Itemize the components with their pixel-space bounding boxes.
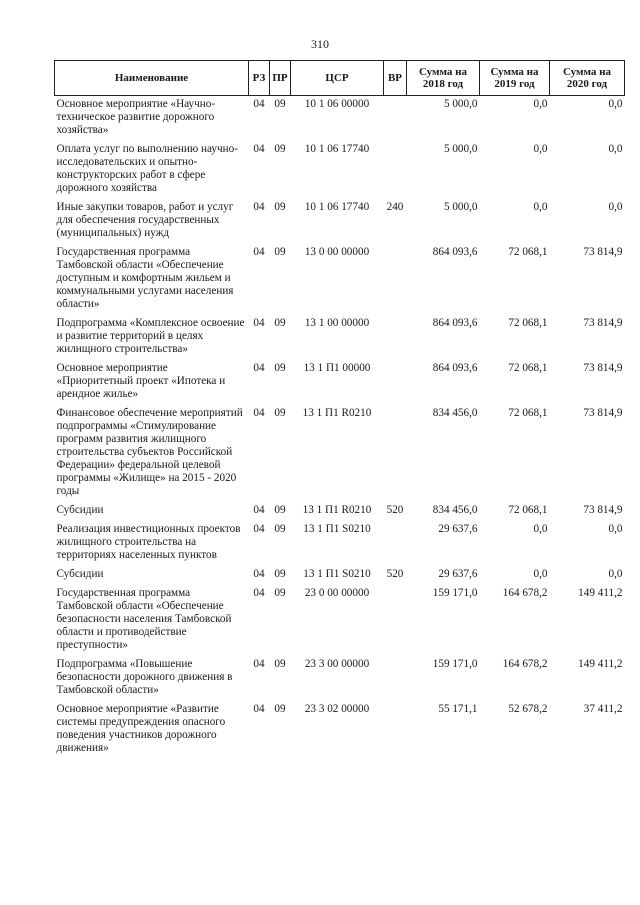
row-sum-2019: 72 068,1	[508, 362, 548, 374]
row-sum-2018: 5 000,0	[443, 201, 478, 213]
row-rz: 04	[253, 587, 265, 599]
row-csr: 13 1 П1 S0210	[303, 568, 371, 580]
row-csr: 23 3 02 00000	[304, 703, 370, 715]
row-sum-2020: 149 411,2	[578, 587, 623, 599]
row-name: Основное мероприятие «Развитие системы предупреждения опасного поведения участников дорожного движения»	[56, 703, 226, 754]
table-row	[55, 199, 625, 244]
row-pr: 09	[274, 143, 286, 155]
table-row	[55, 405, 625, 502]
row-sum-2019: 0,0	[533, 523, 548, 535]
table-row	[55, 141, 625, 199]
row-pr: 09	[274, 523, 286, 535]
row-sum-2018: 5 000,0	[443, 98, 478, 110]
row-name: Государственная программа Тамбовской области «Обеспечение безопасности населения Тамбовской области и противодействие преступности»	[56, 587, 232, 651]
row-sum-2020: 0,0	[608, 98, 623, 110]
row-sum-2019: 164 678,2	[502, 658, 548, 670]
row-sum-2019: 72 068,1	[508, 407, 548, 419]
row-sum-2018: 834 456,0	[432, 504, 478, 516]
budget-table	[54, 60, 625, 759]
row-rz: 04	[253, 201, 265, 213]
row-pr: 09	[274, 246, 286, 258]
row-sum-2018: 159 171,0	[432, 587, 478, 599]
row-csr: 10 1 06 00000	[304, 98, 370, 110]
table-row	[55, 701, 625, 759]
row-sum-2018: 864 093,6	[432, 362, 478, 374]
row-pr: 09	[274, 504, 286, 516]
row-vr	[384, 141, 407, 199]
row-sum-2020: 0,0	[608, 201, 623, 213]
column-header-rz: РЗ	[249, 61, 270, 96]
row-sum-2018: 29 637,6	[438, 568, 478, 580]
row-rz: 04	[253, 98, 265, 110]
row-pr: 09	[274, 98, 286, 110]
row-rz: 04	[253, 523, 265, 535]
table-header	[55, 61, 625, 96]
row-name: Основное мероприятие «Научно-техническое развитие дорожного хозяйства»	[56, 98, 216, 136]
row-name: Государственная программа Тамбовской области «Обеспечение доступным и комфортным жильем и коммунальными услугами населения области»	[56, 246, 234, 310]
table-row	[55, 566, 625, 585]
row-sum-2018: 834 456,0	[432, 407, 478, 419]
page-number: 310	[311, 37, 329, 51]
row-sum-2019: 0,0	[533, 201, 548, 213]
row-vr: 520	[386, 504, 404, 516]
row-vr	[384, 656, 407, 701]
row-sum-2019: 72 068,1	[508, 317, 548, 329]
row-vr	[384, 405, 407, 502]
row-rz: 04	[253, 143, 265, 155]
table-row	[55, 244, 625, 315]
column-header-sum-2020: Сумма на 2020 год	[550, 61, 625, 96]
row-sum-2020: 37 411,2	[583, 703, 623, 715]
table-row	[55, 360, 625, 405]
table-body	[55, 96, 625, 760]
row-pr: 09	[274, 587, 286, 599]
row-sum-2019: 0,0	[533, 568, 548, 580]
row-rz: 04	[253, 317, 265, 329]
table-row	[55, 96, 625, 142]
column-header-sum-2018: Сумма на 2018 год	[407, 61, 480, 96]
table-row	[55, 315, 625, 360]
table-row	[55, 502, 625, 521]
row-name: Оплата услуг по выполнению научно-исследовательских и опытно-конструкторских работ в сфере дорожного хозяйства	[56, 143, 238, 194]
row-pr: 09	[274, 568, 286, 580]
row-csr: 10 1 06 17740	[304, 143, 370, 155]
row-rz: 04	[253, 658, 265, 670]
row-sum-2018: 864 093,6	[432, 317, 478, 329]
column-header-csr: ЦСР	[291, 61, 384, 96]
row-sum-2019: 72 068,1	[508, 246, 548, 258]
row-sum-2019: 0,0	[533, 98, 548, 110]
row-vr	[384, 521, 407, 566]
row-pr: 09	[274, 317, 286, 329]
row-sum-2018: 864 093,6	[432, 246, 478, 258]
row-vr: 240	[386, 201, 404, 213]
row-sum-2020: 73 814,9	[583, 504, 623, 516]
row-sum-2019: 0,0	[533, 143, 548, 155]
row-csr: 10 1 06 17740	[304, 201, 370, 213]
row-sum-2020: 73 814,9	[583, 362, 623, 374]
table-row	[55, 585, 625, 656]
row-rz: 04	[253, 407, 265, 419]
row-name: Иные закупки товаров, работ и услуг для обеспечения государственных (муниципальных) нужд	[56, 201, 234, 239]
row-csr: 13 1 П1 R0210	[302, 504, 372, 516]
table-row	[55, 521, 625, 566]
row-sum-2019: 72 068,1	[508, 504, 548, 516]
row-rz: 04	[253, 246, 265, 258]
column-header-vr: ВР	[384, 61, 407, 96]
row-pr: 09	[274, 703, 286, 715]
row-sum-2020: 0,0	[608, 568, 623, 580]
row-sum-2018: 159 171,0	[432, 658, 478, 670]
row-name: Основное мероприятие «Приоритетный проект «Ипотека и арендное жилье»	[56, 362, 226, 400]
column-header-sum-2019: Сумма на 2019 год	[480, 61, 550, 96]
row-sum-2020: 149 411,2	[578, 658, 623, 670]
row-name: Субсидии	[56, 568, 104, 580]
row-vr	[384, 701, 407, 759]
row-rz: 04	[253, 703, 265, 715]
column-header-pr: ПР	[270, 61, 291, 96]
row-name: Подпрограмма «Комплексное освоение и развитие территорий в целях жилищного строительства»	[56, 317, 245, 355]
row-csr: 23 3 00 00000	[304, 658, 370, 670]
row-vr	[384, 585, 407, 656]
row-pr: 09	[274, 362, 286, 374]
row-pr: 09	[274, 201, 286, 213]
row-csr: 23 0 00 00000	[304, 587, 370, 599]
row-vr	[384, 360, 407, 405]
row-csr: 13 0 00 00000	[304, 246, 370, 258]
row-vr	[384, 315, 407, 360]
row-sum-2018: 55 171,1	[438, 703, 478, 715]
row-sum-2020: 0,0	[608, 143, 623, 155]
row-name: Финансовое обеспечение мероприятий подпрограммы «Стимулирование программ развития жилищного строительства субъектов Российской Федерации» федеральной целевой программы «Жилище» на 2015 - 2020 годы	[56, 407, 243, 497]
row-csr: 13 1 П1 S0210	[303, 523, 371, 535]
row-sum-2018: 29 637,6	[438, 523, 478, 535]
row-sum-2018: 5 000,0	[443, 143, 478, 155]
row-csr: 13 1 П1 R0210	[302, 407, 372, 419]
row-name: Субсидии	[56, 504, 104, 516]
row-csr: 13 1 00 00000	[304, 317, 370, 329]
row-name: Реализация инвестиционных проектов жилищного строительства на территориях населенных пунктов	[56, 523, 241, 561]
row-sum-2020: 73 814,9	[583, 246, 623, 258]
row-vr	[384, 244, 407, 315]
row-sum-2019: 52 678,2	[508, 703, 548, 715]
column-header-name: Наименование	[55, 61, 249, 96]
row-name: Подпрограмма «Повышение безопасности дорожного движения в Тамбовской области»	[56, 658, 233, 696]
row-rz: 04	[253, 568, 265, 580]
row-vr: 520	[386, 568, 404, 580]
row-pr: 09	[274, 658, 286, 670]
row-rz: 04	[253, 504, 265, 516]
row-pr: 09	[274, 407, 286, 419]
row-vr	[384, 96, 407, 142]
row-sum-2020: 0,0	[608, 523, 623, 535]
row-sum-2020: 73 814,9	[583, 407, 623, 419]
row-csr: 13 1 П1 00000	[303, 362, 371, 374]
table-row	[55, 656, 625, 701]
row-rz: 04	[253, 362, 265, 374]
row-sum-2020: 73 814,9	[583, 317, 623, 329]
row-sum-2019: 164 678,2	[502, 587, 548, 599]
